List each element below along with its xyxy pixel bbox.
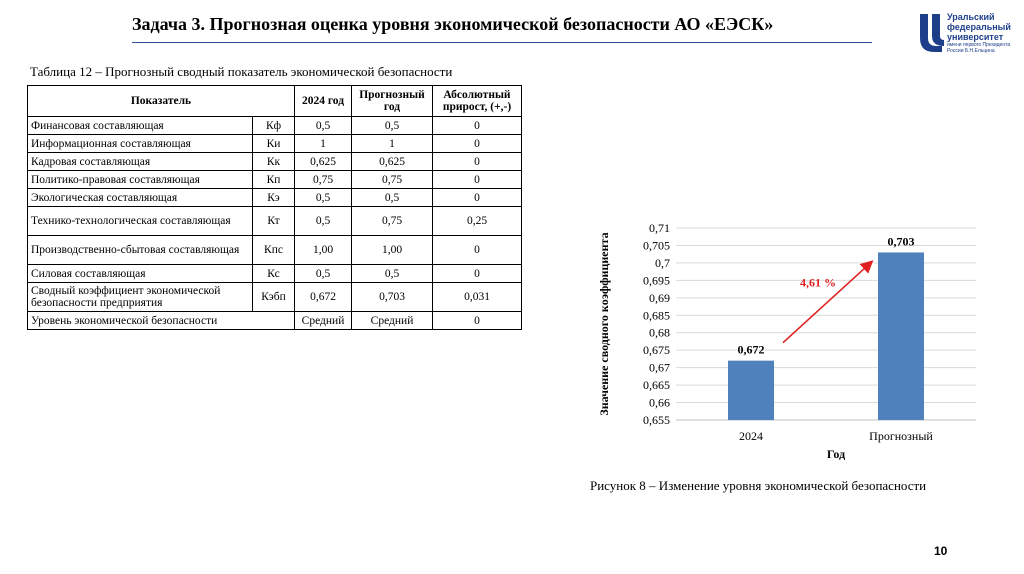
data-label: 0,703: [887, 234, 915, 249]
cell-2024: 0,5: [295, 189, 352, 207]
cell-growth: 0: [433, 153, 522, 171]
bar: [878, 252, 924, 420]
cell-indicator-name: Кадровая составляющая: [28, 153, 253, 171]
y-tick-label: 0,655: [643, 413, 670, 427]
table-row: [28, 312, 522, 330]
y-tick-label: 0,685: [643, 308, 670, 323]
logo-line: Уральский: [947, 12, 995, 22]
page-title: Задача 3. Прогнозная оценка уровня экономической безопасности АО «ЕЭСК»: [132, 14, 774, 34]
cell-growth: 0: [433, 265, 522, 283]
cell-2024: 0,5: [295, 117, 352, 135]
header-forecast: Прогнозный год: [352, 86, 433, 117]
header-indicator: Показатель: [28, 86, 295, 117]
cell-indicator-name: Сводный коэффициент экономической безопасности предприятия: [28, 283, 253, 312]
growth-annotation: 4,61 %: [800, 275, 836, 290]
table-row: [28, 153, 522, 171]
cell-indicator-name: Политико-правовая составляющая: [28, 171, 253, 189]
cell-growth: 0: [433, 189, 522, 207]
cell-forecast: 0,75: [352, 171, 433, 189]
cell-growth: 0: [433, 312, 522, 330]
table-row: [28, 283, 522, 312]
growth-arrow: [783, 262, 871, 342]
indicator-table: [27, 85, 522, 330]
cell-code: Кп: [253, 171, 295, 189]
x-tick-label: 2024: [739, 429, 763, 443]
table-row: [28, 236, 522, 265]
header-growth: Абсолютный прирост, (+,-): [433, 86, 522, 117]
cell-indicator-name: Финансовая составляющая: [28, 117, 253, 135]
cell-code: Кэбп: [253, 283, 295, 312]
y-tick-label: 0,71: [649, 221, 670, 235]
y-tick-label: 0,705: [643, 238, 670, 253]
cell-forecast: 0,5: [352, 189, 433, 207]
title-divider: [132, 42, 872, 43]
cell-2024: 0,625: [295, 153, 352, 171]
table-row: [28, 117, 522, 135]
y-tick-label: 0,7: [655, 255, 670, 270]
cell-growth: 0: [433, 135, 522, 153]
page-number: 10: [934, 544, 948, 558]
logo-subline: России Б.Н.Ельцина: [947, 48, 995, 54]
cell-code: Кк: [253, 153, 295, 171]
y-tick-label: 0,67: [649, 360, 670, 375]
bar-chart: [592, 212, 992, 467]
cell-forecast: 0,703: [352, 283, 433, 312]
x-tick-label: Прогнозный: [869, 429, 933, 443]
cell-growth: 0,031: [433, 283, 522, 312]
cell-code: Ки: [253, 135, 295, 153]
cell-2024: 0,75: [295, 171, 352, 189]
cell-growth: 0,25: [433, 207, 522, 236]
cell-code: Кс: [253, 265, 295, 283]
table-row: [28, 189, 522, 207]
y-tick-label: 0,665: [643, 378, 670, 393]
y-tick-label: 0,675: [643, 343, 670, 358]
cell-2024: 0,672: [295, 283, 352, 312]
y-tick-label: 0,66: [649, 395, 670, 410]
cell-growth: 0: [433, 236, 522, 265]
logo-line: университет: [947, 32, 1004, 42]
cell-forecast: Средний: [352, 312, 433, 330]
cell-forecast: 0,75: [352, 207, 433, 236]
table-row: [28, 135, 522, 153]
cell-forecast: 0,5: [352, 117, 433, 135]
cell-forecast: 0,625: [352, 153, 433, 171]
header-2024: 2024 год: [295, 86, 352, 117]
cell-indicator-name: Силовая составляющая: [28, 265, 253, 283]
figure-caption: Рисунок 8 – Изменение уровня экономической безопасности: [590, 478, 927, 493]
cell-forecast: 1: [352, 135, 433, 153]
cell-code: Кт: [253, 207, 295, 236]
cell-indicator-name: Производственно-сбытовая составляющая: [28, 236, 253, 265]
y-tick-label: 0,69: [649, 290, 670, 305]
cell-indicator-name: Технико-технологическая составляющая: [28, 207, 253, 236]
table-body: [28, 117, 522, 330]
y-axis-label: Значение сводного коэффициента: [597, 232, 611, 416]
table-caption: Таблица 12 – Прогнозный сводный показатель экономической безопасности: [30, 64, 453, 79]
cell-growth: 0: [433, 171, 522, 189]
y-tick-label: 0,68: [649, 325, 670, 340]
cell-code: Кэ: [253, 189, 295, 207]
logo-subline: имени первого Президента: [947, 42, 1011, 48]
cell-indicator-name: Информационная составляющая: [28, 135, 253, 153]
cell-2024: 0,5: [295, 207, 352, 236]
cell-indicator-name: Экологическая составляющая: [28, 189, 253, 207]
cell-2024: 0,5: [295, 265, 352, 283]
x-axis-label: Год: [826, 447, 846, 461]
table-row: [28, 171, 522, 189]
logo-line: федеральный: [947, 22, 1011, 32]
table-row: [28, 207, 522, 236]
cell-2024: Средний: [295, 312, 352, 330]
cell-2024: 1: [295, 135, 352, 153]
cell-growth: 0: [433, 117, 522, 135]
bar: [728, 361, 774, 420]
cell-2024: 1,00: [295, 236, 352, 265]
cell-forecast: 0,5: [352, 265, 433, 283]
university-logo-text: [947, 12, 1011, 54]
table-header-row: [28, 86, 522, 117]
cell-indicator-name: Уровень экономической безопасности: [28, 312, 295, 330]
cell-code: Кф: [253, 117, 295, 135]
cell-forecast: 1,00: [352, 236, 433, 265]
y-tick-label: 0,695: [643, 273, 670, 288]
table-row: [28, 265, 522, 283]
data-label: 0,672: [737, 342, 765, 357]
cell-code: Кпс: [253, 236, 295, 265]
